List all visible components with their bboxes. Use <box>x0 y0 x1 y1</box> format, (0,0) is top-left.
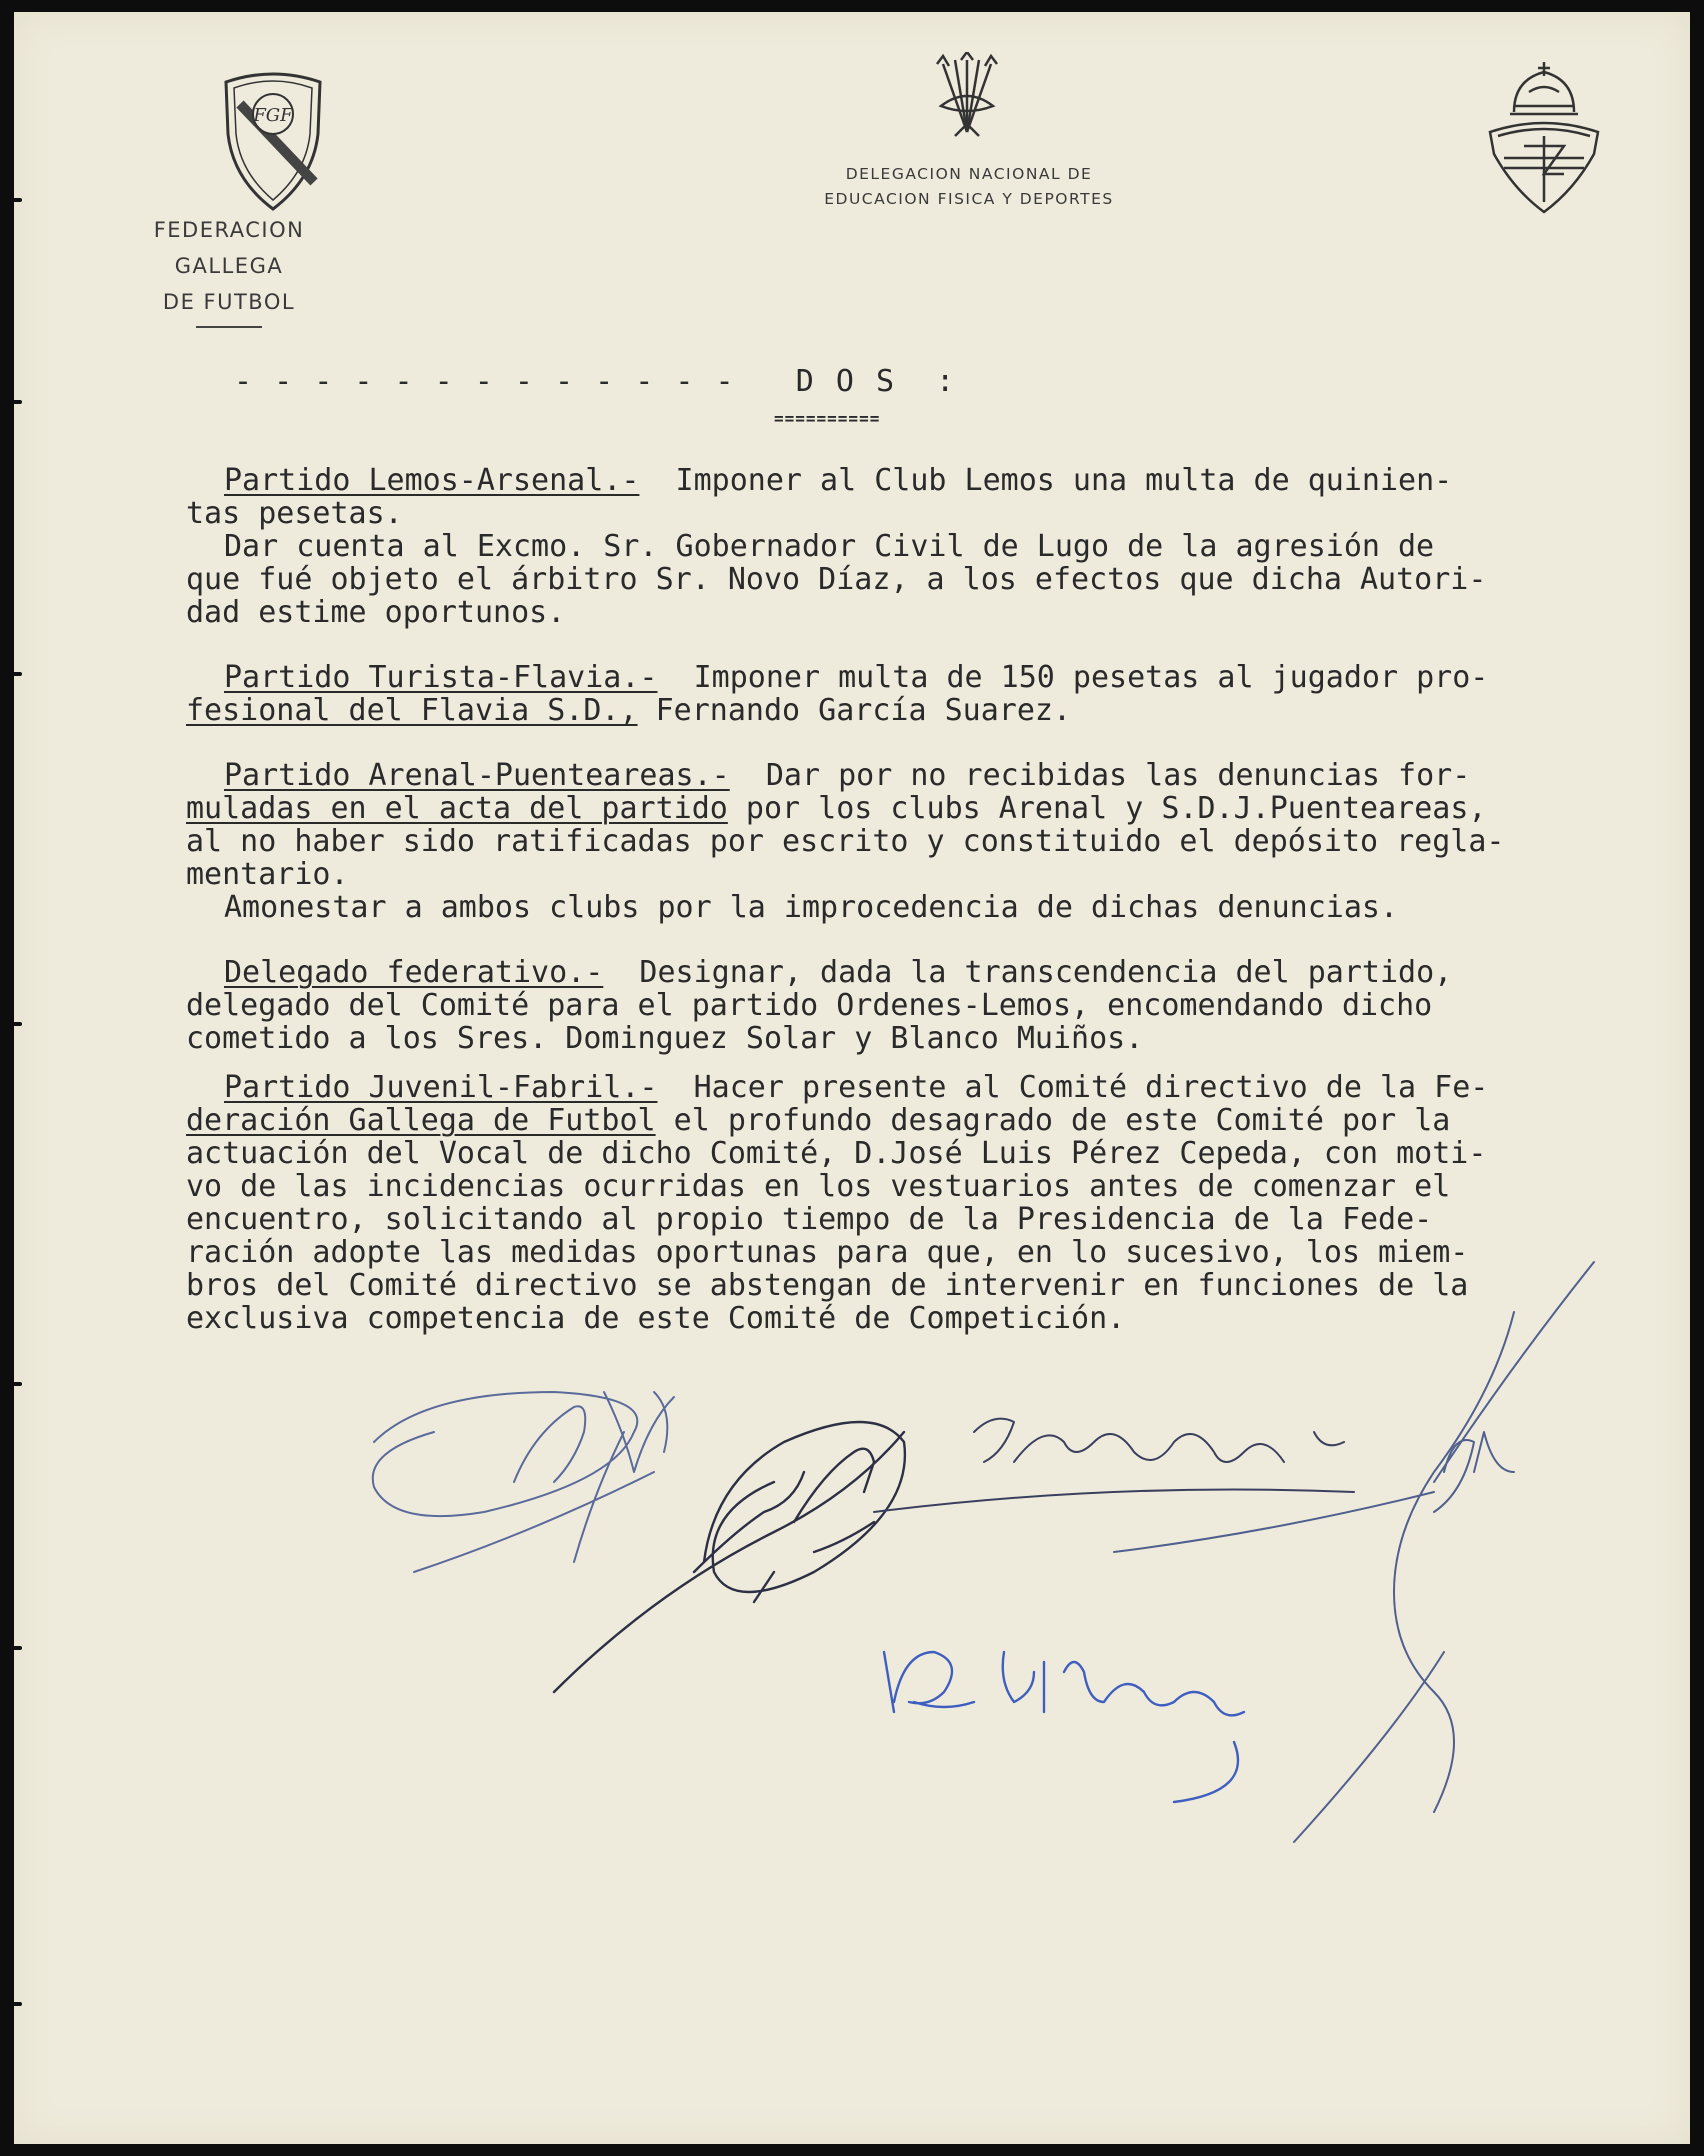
line-text: exclusiva competencia de este Comité de Competición. <box>186 1301 1126 1336</box>
line-text: Imponer al Club Lemos una multa de quinien- <box>639 463 1453 498</box>
underlined-caption: Partido Arenal-Puenteareas.- <box>224 758 730 793</box>
underlined-caption: muladas en el acta del partido <box>186 791 728 826</box>
line-text: encuentro, solicitando al propio tiempo de la Presidencia de la Fede- <box>186 1202 1433 1237</box>
line-text: ración adopte las medidas oportunas para que, en lo sucesivo, los miem- <box>186 1235 1469 1270</box>
underlined-caption: Delegado federativo.- <box>224 955 604 990</box>
underlined-caption: Partido Juvenil-Fabril.- <box>224 1070 658 1105</box>
line-text: bros del Comité directivo se abstengan de intervenir en funciones de la <box>186 1268 1469 1303</box>
line-text: el profundo desagrado de este Comité por la <box>655 1103 1451 1138</box>
line-text: Fernando García Suarez. <box>637 693 1072 728</box>
delegation-name-line-1: DELEGACION NACIONAL DE <box>845 165 1093 183</box>
handwritten-signature-5 <box>884 1652 1244 1802</box>
handwritten-signature-1 <box>373 1392 674 1572</box>
underlined-caption: Partido Lemos-Arsenal.- <box>224 463 640 498</box>
document-page <box>14 12 1690 2144</box>
federation-name-line-1: FEDERACION GALLEGA <box>153 218 305 278</box>
handwritten-signature-4 <box>1114 1262 1594 1842</box>
handwritten-signature-2 <box>554 1422 905 1692</box>
line-text: mentario. <box>186 857 349 892</box>
handwritten-signature-3 <box>874 1419 1354 1512</box>
federation-name-line-2: DE FUTBOL <box>162 290 296 314</box>
underlined-caption: deración Gallega de Futbol <box>186 1103 656 1138</box>
line-text: por los clubs Arenal y S.D.J.Puenteareas, <box>727 791 1487 826</box>
section-heading: - - - - - - - - - - - - - D O S : <box>234 364 957 399</box>
line-text: vo de las incidencias ocurridas en los vestuarios antes de comenzar el <box>186 1169 1451 1204</box>
section-heading-rule: ========== <box>774 409 881 428</box>
underlined-caption: fesional del Flavia S.D., <box>186 693 638 728</box>
line-text: actuación del Vocal de dicho Comité, D.José Luis Pérez Cepeda, con moti- <box>186 1136 1487 1171</box>
line-text: Dar cuenta al Excmo. Sr. Gobernador Civil de Lugo de la agresión de <box>224 529 1435 564</box>
line-text: Amonestar a ambos clubs por la improcedencia de dichas denuncias. <box>224 890 1398 925</box>
line-text: al no haber sido ratificadas por escrito y constituido el depósito regla- <box>186 824 1505 859</box>
line-text: dad estime oportunos. <box>186 595 566 630</box>
underlined-caption: Partido Turista-Flavia.- <box>224 660 658 695</box>
line-text: que fué objeto el árbitro Sr. Novo Díaz, a los efectos que dicha Autori- <box>186 562 1487 597</box>
line-text: Hacer presente al Comité directivo de la Fe- <box>657 1070 1489 1105</box>
signatures-area <box>14 12 1690 2144</box>
line-text: cometido a los Sres. Dominguez Solar y Blanco Muiños. <box>186 1021 1144 1056</box>
delegation-name-line-2: EDUCACION FISICA Y DEPORTES <box>824 190 1114 208</box>
svg-text:FGF: FGF <box>253 105 293 126</box>
line-text: Designar, dada la transcendencia del partido, <box>603 955 1453 990</box>
line-text: Imponer multa de 150 pesetas al jugador pro- <box>657 660 1489 695</box>
line-text: delegado del Comité para el partido Ordenes-Lemos, encomendando dicho <box>186 988 1433 1023</box>
line-text: Dar por no recibidas las denuncias for- <box>729 758 1471 793</box>
line-text: tas pesetas. <box>186 496 403 531</box>
